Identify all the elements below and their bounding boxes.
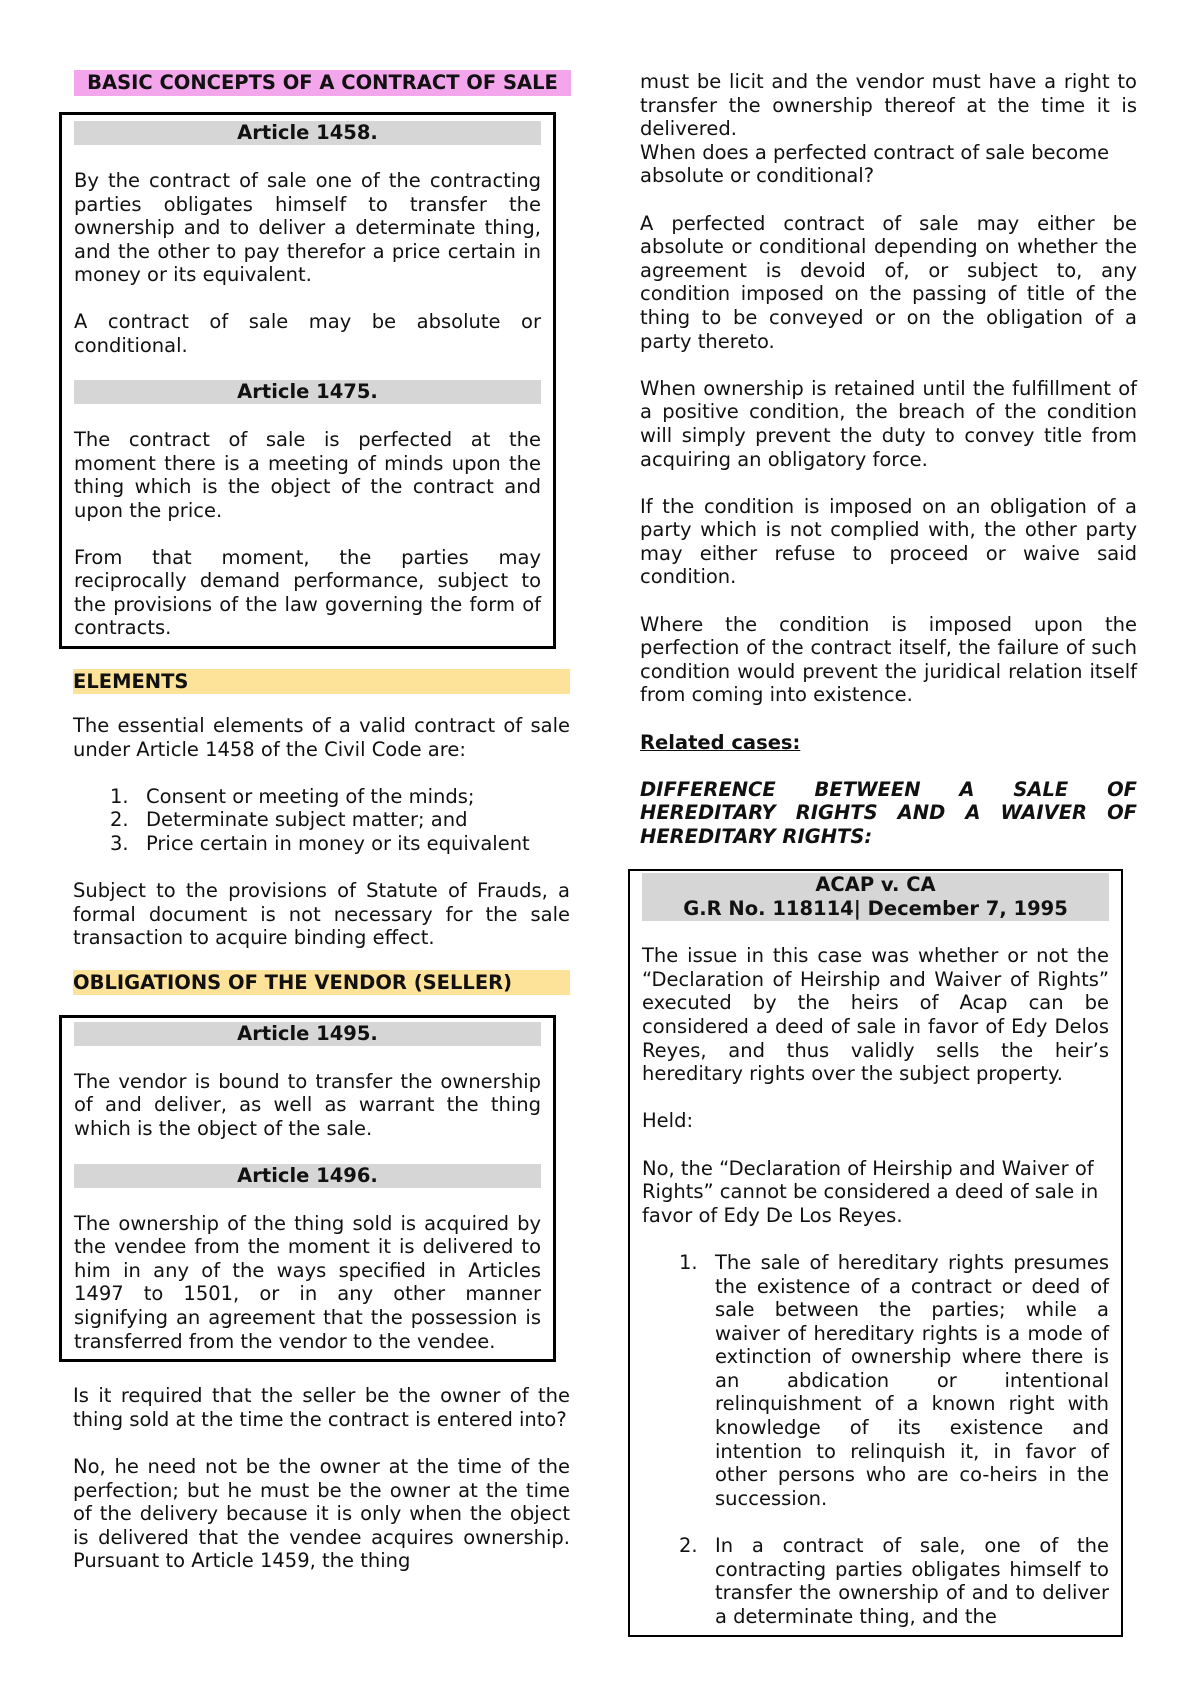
list-item: 2. Determinate subject matter; and: [110, 808, 468, 832]
list-spacer: [642, 1510, 1109, 1534]
left-column: [73, 70, 570, 1573]
answer-perfected-contract: A perfected contract of sale may either be absolute or conditional depending on whether the agreement is devoid of, or subject to, any condition imposed on the passing of title of the thing to be conveyed or on the obligation of a party thereto.: [640, 211, 1137, 353]
article-1475-paragraph-2: From that moment, the parties may reciprocally demand performance, subject to the provisions of the law governing the form of contracts.: [74, 545, 541, 640]
section-heading-elements: ELEMENTS: [73, 669, 570, 694]
article-1475-title: Article 1475.: [74, 380, 541, 404]
list-item: 1. Consent or meeting of the minds;: [110, 784, 475, 808]
related-cases-heading: Related cases:: [640, 730, 801, 754]
question-perfected-contract: When does a perfected contract of sale become absolute or conditional?: [640, 140, 1110, 188]
article-1495-title: Article 1495.: [74, 1022, 541, 1046]
condition-party-text: If the condition is imposed on an obligation of a party which is not complied with, the other party may either refuse to proceed or waive said condition.: [640, 494, 1137, 589]
elements-intro: The essential elements of a valid contract of sale under Article 1458 of the Civil Code are:: [73, 713, 570, 761]
right-column: [640, 70, 1137, 1637]
article-1458-paragraph-2: A contract of sale may be absolute or conditional.: [74, 309, 541, 357]
article-1475-paragraph-1: The contract of sale is perfected at the moment there is a meeting of minds upon the thing which is the object of the contract and upon the price.: [74, 428, 541, 522]
article-1458-title: Article 1458.: [74, 121, 541, 145]
list-item: 3. Price certain in money or its equivalent: [110, 831, 530, 855]
case-held-label: Held:: [642, 1109, 694, 1133]
article-1458-paragraph-1: By the contract of sale one of the contracting parties obligates himself to transfer the ownership and to deliver a determinate thing, and the other to pay therefor a price certain in money or its equivalent.: [74, 169, 541, 287]
case-title: ACAP v. CA: [642, 873, 1109, 897]
list-item: 1. The sale of hereditary rights presumes the existence of a contract or deed of sale between the parties; while a waiver of hereditary rights is a mode of extinction of ownership where there is an abdication or intentional relinquishment of a known right with knowledge of its existence and intention to relinquish it, in favor of other persons who are co-heirs in the succession.: [679, 1250, 1109, 1510]
elements-list: [73, 785, 570, 856]
list-item: 2. In a contract of sale, one of the contracting parties obligates himself to transfer the ownership of and to deliver a determinate thing, and the: [679, 1534, 1109, 1628]
case-box-acap-v-ca: [628, 869, 1123, 1637]
statute-of-frauds-text: Subject to the provisions of Statute of Frauds, a formal document is not necessary for the sale transaction to acquire binding effect.: [73, 879, 570, 950]
section-heading-basic-concepts: BASIC CONCEPTS OF A CONTRACT OF SALE: [74, 70, 571, 96]
case-points-list: [642, 1251, 1109, 1629]
article-1495-paragraph-1: The vendor is bound to transfer the ownership of and deliver, as well as warrant the thing which is the object of the sale.: [74, 1069, 541, 1141]
article-1496-title: Article 1496.: [74, 1164, 541, 1188]
section-heading-obligations: OBLIGATIONS OF THE VENDOR (SELLER): [73, 970, 570, 995]
continuation-text: must be licit and the vendor must have a right to transfer the ownership thereof at the time it is delivered.: [640, 70, 1137, 141]
difference-heading: DIFFERENCE BETWEEN A SALE OF HEREDITARY RIGHTS AND A WAIVER OF HEREDITARY RIGHTS:: [640, 777, 1137, 848]
condition-perfection-text: Where the condition is imposed upon the perfection of the contract itself, the failure of such condition would prevent the juridical relation itself from coming into existence.: [640, 612, 1137, 707]
article-box-1495-1496: [59, 1015, 556, 1362]
case-held-text: No, the “Declaration of Heirship and Waiver of Rights” cannot be considered a deed of sale in favor of Edy De Los Reyes.: [642, 1156, 1099, 1227]
article-box-1458-1475: [59, 112, 556, 649]
answer-seller-owner: No, he need not be the owner at the time of the perfection; but he must be the owner at the time of the delivery because it is only when the object is delivered that the vendee acquires ownership. Pursuant to Article 1459, the thing: [73, 1454, 570, 1573]
case-issue: The issue in this case was whether or not the “Declaration of Heirship and Waiver of Rights” executed by the heirs of Acap can be considered a deed of sale in favor of Edy Delos Reyes, and thus validly sells the heir’s hereditary rights over the subject property.: [642, 944, 1109, 1086]
article-1496-paragraph-1: The ownership of the thing sold is acquired by the vendee from the moment it is delivered to him in any of the ways specified in Articles 1497 to 1501, or in any other manner signifying an agreement that the possession is transferred from the vendor to the vendee.: [74, 1211, 541, 1353]
question-seller-owner: Is it required that the seller be the owner of the thing sold at the time the contract is entered into?: [73, 1384, 570, 1431]
ownership-retained-text: When ownership is retained until the fulfillment of a positive condition, the breach of the condition will simply prevent the duty to convey title from acquiring an obligatory force.: [640, 376, 1137, 471]
case-gr-number: G.R No. 118114| December 7, 1995: [642, 897, 1109, 921]
